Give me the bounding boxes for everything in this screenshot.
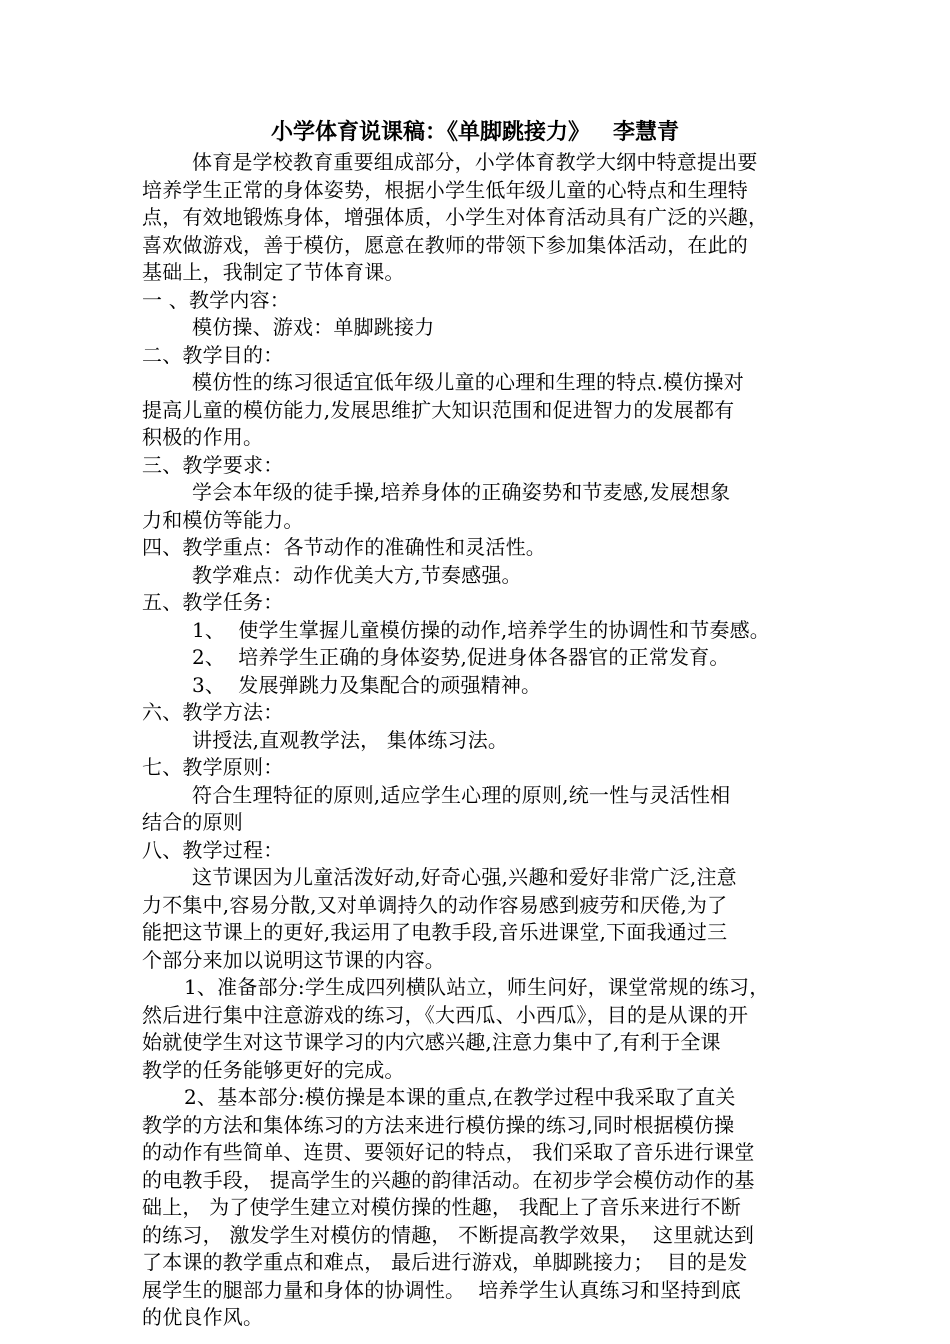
process-line-4: 个部分来加以说明这节课的内容。 <box>142 948 445 972</box>
section-heading-content: 一 、教学内容： <box>142 288 290 312</box>
purpose-line-2: 提高儿童的模仿能力,发展思维扩大知识范围和促进智力的发展都有 <box>142 398 735 422</box>
section-heading-tasks: 五、教学任务： <box>142 590 284 614</box>
intro-line-5: 基础上，我制定了节体育课。 <box>142 260 405 284</box>
prep-line-4: 教学的任务能够更好的完成。 <box>142 1058 405 1082</box>
principles-line-2: 结合的原则 <box>142 810 243 834</box>
section-heading-methods: 六、教学方法： <box>142 700 284 724</box>
requirements-line-2: 力和模仿等能力。 <box>142 508 304 532</box>
process-line-2: 力不集中,容易分散,又对单调持久的动作容易感到疲劳和厌倦,为了 <box>142 893 728 917</box>
basic-line-8: 展学生的腿部力量和身体的协调性。 培养学生认真练习和坚持到底 <box>142 1278 741 1302</box>
prep-line-2: 然后进行集中注意游戏的练习，《大西瓜、小西瓜》，目的是从课的开 <box>142 1003 749 1027</box>
intro-line-3: 点，有效地锻炼身体，增强体质，小学生对体育活动具有广泛的兴趣， <box>142 205 769 229</box>
requirements-line-1: 学会本年级的徒手操,培养身体的正确姿势和节麦感,发展想象 <box>192 480 731 504</box>
difficulty-line: 教学难点：动作优美大方,节奏感强。 <box>192 563 522 587</box>
basic-line-6: 的练习， 激发学生对模仿的情趣， 不断提高教学效果， 这里就达到 <box>142 1223 755 1247</box>
basic-line-9: 的优良作风。 <box>142 1305 264 1329</box>
intro-line-2: 培养学生正常的身体姿势，根据小学生低年级儿童的心特点和生理特 <box>142 178 748 202</box>
intro-line-1: 体育是学校教育重要组成部分，小学体育教学大纲中特意提出要 <box>192 150 758 174</box>
purpose-line-1: 模仿性的练习很适宜低年级儿童的心理和生理的特点.模仿操对 <box>192 370 744 394</box>
intro-line-4: 喜欢做游戏，善于模仿，愿意在教师的带领下参加集体活动，在此的 <box>142 233 748 257</box>
basic-line-7: 了本课的教学重点和难点， 最后进行游戏，单脚跳接力； 目的是发 <box>142 1250 748 1274</box>
basic-line-3: 的动作有些简单、连贯、要领好记的特点， 我们采取了音乐进行课堂 <box>142 1140 755 1164</box>
prep-line-1: 1、准备部分:学生成四列横队站立，师生问好，课堂常规的练习， <box>184 975 770 999</box>
task-item-2: 2、 培养学生正确的身体姿势,促进身体各器官的正常发育。 <box>192 645 730 669</box>
content-line-1: 模仿操、游戏：单脚跳接力 <box>192 315 435 339</box>
section-heading-requirements: 三、教学要求： <box>142 453 284 477</box>
section-heading-key-points: 四、教学重点：各节动作的准确性和灵活性。 <box>142 535 546 559</box>
basic-line-2: 教学的方法和集体练习的方法来进行模仿操的练习,同时根据模仿操 <box>142 1113 735 1137</box>
purpose-line-3: 积极的作用。 <box>142 425 264 449</box>
section-heading-process: 八、教学过程： <box>142 838 284 862</box>
section-heading-principles: 七、教学原则： <box>142 755 284 779</box>
section-heading-purpose: 二、教学目的： <box>142 343 284 367</box>
prep-line-3: 始就使学生对这节课学习的内穴感兴趣,注意力集中了,有利于全课 <box>142 1030 721 1054</box>
methods-line-1: 讲授法,直观教学法， 集体练习法。 <box>192 728 509 752</box>
process-line-1: 这节课因为儿童活泼好动,好奇心强,兴趣和爱好非常广泛,注意 <box>192 865 737 889</box>
task-item-3: 3、 发展弹跳力及集配合的顽强精神。 <box>192 673 542 697</box>
basic-line-1: 2、基本部分:模仿操是本课的重点,在教学过程中我采取了直关 <box>184 1085 736 1109</box>
basic-line-5: 础上， 为了使学生建立对模仿操的性趣， 我配上了音乐来进行不断 <box>142 1195 741 1219</box>
document-title: 小学体育说课稿：《单脚跳接力》 李慧青 <box>271 120 679 145</box>
process-line-3: 能把这节课上的更好,我运用了电教手段,音乐进课堂,下面我通过三 <box>142 920 728 944</box>
task-item-1: 1、 使学生掌握儿童模仿操的动作,培养学生的协调性和节奏感。 <box>192 618 770 642</box>
basic-line-4: 的电教手段， 提高学生的兴趣的韵律活动。在初步学会模仿动作的基 <box>142 1168 755 1192</box>
principles-line-1: 符合生理特征的原则,适应学生心理的原则,统一性与灵活性相 <box>192 783 731 807</box>
